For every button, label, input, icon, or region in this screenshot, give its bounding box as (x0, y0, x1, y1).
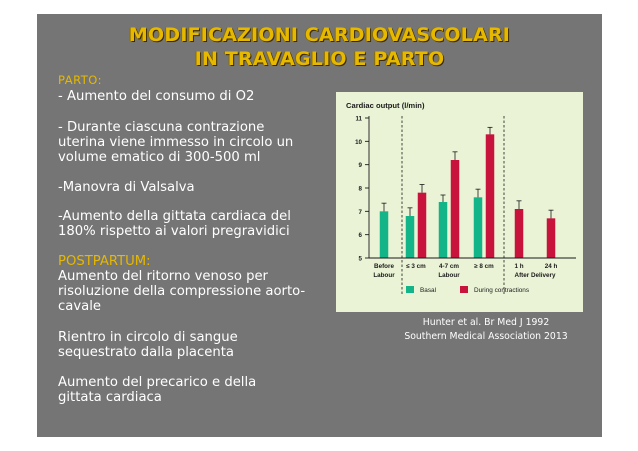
x-category-label: 4-7 cm (439, 263, 459, 270)
bar-contraction (515, 209, 524, 258)
chart-title: Cardiac output (l/min) (346, 101, 425, 110)
postpartum-point-3-line-1: Aumento del precarico e della (58, 375, 257, 390)
y-tick-label: 5 (358, 255, 362, 263)
bar-contraction (418, 193, 427, 258)
postpartum-point-1-line-1: Aumento del ritorno venoso per (58, 269, 268, 284)
x-category-label: ≤ 3 cm (406, 263, 426, 270)
postpartum-point-1-line-2: risoluzione della compressione aorto- (58, 284, 306, 299)
y-tick-label: 11 (355, 115, 362, 123)
parto-point-1-line-1: - Aumento del consumo di O2 (58, 89, 255, 104)
x-category-label: 1 h (514, 263, 524, 270)
slide-title-line2: IN TRAVAGLIO E PARTO (194, 48, 445, 70)
x-group-label: Labour (438, 272, 460, 279)
postpartum-point-3-line-2: gittata cardiaca (58, 390, 162, 405)
citation-line-2: Southern Medical Association 2013 (404, 331, 568, 342)
legend-swatch-contractions (460, 286, 468, 293)
x-category-label: Before (374, 263, 394, 270)
x-category-label: ≥ 8 cm (474, 263, 494, 270)
x-category-label: 24 h (544, 263, 558, 270)
citation-line-1: Hunter et al. Br Med J 1992 (422, 317, 550, 328)
x-group-label: Labour (373, 272, 395, 279)
chart-svg (336, 92, 583, 312)
x-group-label: After Delivery (514, 272, 556, 279)
parto-point-2-line-1: - Durante ciascuna contrazione (58, 120, 265, 135)
parto-point-2-line-2: uterina viene immesso in circolo un (58, 135, 294, 150)
legend-label-basal: Basal (420, 287, 436, 294)
cardiac-output-chart (336, 92, 583, 312)
bar-basal (439, 202, 448, 258)
y-tick-label: 8 (358, 185, 362, 193)
postpartum-point-2-line-1: Rientro in circolo di sangue (58, 330, 238, 345)
bar-basal (406, 216, 415, 258)
legend-label-contractions: During contractions (474, 287, 530, 294)
slide-title-line1: MODIFICAZIONI CARDIOVASCOLARI (128, 24, 511, 46)
parto-point-4-line-2: 180% rispetto ai valori pregravidici (58, 224, 290, 239)
parto-point-3-line-1: -Manovra di Valsalva (58, 180, 195, 195)
parto-point-4-line-1: -Aumento della gittata cardiaca del (58, 209, 291, 224)
postpartum-label: POSTPARTUM: (58, 254, 151, 269)
parto-label: PARTO: (58, 73, 102, 87)
parto-point-2-line-3: volume ematico di 300-500 ml (58, 150, 261, 165)
y-tick-label: 6 (358, 232, 362, 240)
bar-contraction (486, 134, 495, 258)
postpartum-point-1-line-3: cavale (58, 299, 101, 314)
postpartum-point-2-line-2: sequestrato dalla placenta (58, 345, 234, 360)
bar-basal (474, 197, 483, 258)
bar-contraction (547, 218, 556, 258)
y-tick-label: 9 (358, 162, 362, 170)
legend-swatch-basal (406, 286, 414, 293)
y-tick-label: 7 (358, 208, 362, 216)
bar-contraction (451, 160, 460, 258)
bar-basal (380, 211, 389, 258)
y-tick-label: 10 (355, 138, 362, 146)
